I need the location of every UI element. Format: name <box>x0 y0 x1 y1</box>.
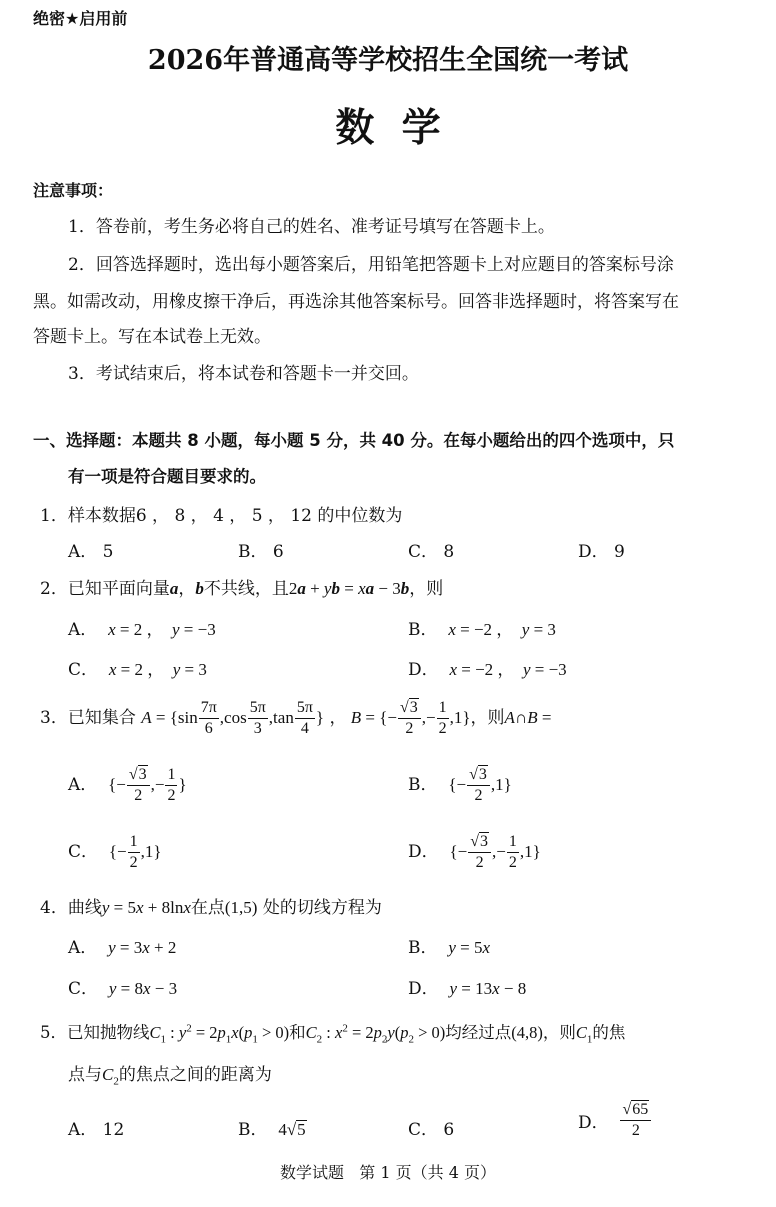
note-item-1: 1．答卷前，考生务必将自己的姓名、准考证号填写在答题卡上。 <box>68 217 555 237</box>
note-item-3: 3．考试结束后，将本试卷和答题卡一并交回。 <box>68 364 419 384</box>
q4-option-a: A． y = 3x + 2 <box>68 938 177 958</box>
q2-text-post: ，则 <box>409 579 444 599</box>
q1-stem <box>40 501 402 526</box>
q5-label-d: D． <box>578 1113 609 1133</box>
q4-label-a: A． <box>68 938 98 958</box>
section1-heading-line2: 有一项是符合题目要求的。 <box>68 467 266 486</box>
q2-stem <box>40 574 443 599</box>
q5-text-mid3: ，则 <box>542 1023 576 1042</box>
q4-stem: 4．曲线y = 5x + 8lnx在点(1,5) 处的切线方程为 <box>40 898 382 918</box>
q5-text-mid1: 和 <box>289 1023 306 1042</box>
q4-text-mid: 在点 <box>190 898 225 918</box>
q3-label-a: A． <box>68 775 98 795</box>
q4-text-post: 处的切线方程为 <box>262 898 382 918</box>
q2-option-c: C． x = 2 ， y = 3 <box>68 660 207 680</box>
q2-text-mid: 不共线，且 <box>203 579 289 599</box>
q3-label-c: C． <box>68 842 99 862</box>
q1-option-a: A． 5 <box>68 542 114 562</box>
q3-label-d: D． <box>408 842 439 862</box>
q1-number: 1． <box>40 506 68 526</box>
q3-option-c: C． {− $\frac{1}{2}$ ,1} <box>68 833 162 871</box>
q4-option-c: C． y = 8x − 3 <box>68 979 178 999</box>
q4-number: 4． <box>40 898 68 918</box>
q5-stem-line2: 点与$C_2$的焦点之间的距离为 <box>68 1065 272 1088</box>
q3-frac-7pi-6: $\frac{7\pi}{6}$ <box>200 699 217 737</box>
q4-text-pre: 曲线 <box>67 898 102 918</box>
q2-option-a: A． x = 2 ， y = −3 <box>68 620 216 640</box>
q2-option-b: B． x = −2 ， y = 3 <box>408 620 556 640</box>
q3-number: 3． <box>40 708 68 728</box>
page-footer: 数学试题 第 1 页（共 4 页） <box>280 1163 496 1182</box>
q3-text-post: ，则 <box>470 708 505 728</box>
q5-option-a: A． 12 <box>68 1120 125 1140</box>
q2-option-d: D． x = −2 ， y = −3 <box>408 660 567 680</box>
q2-math-b: b <box>195 579 204 598</box>
q4-option-b: B． y = 5x <box>408 938 490 958</box>
q3-option-b: B． {− $\frac{√3}{2}$ ,1} <box>408 766 512 804</box>
exam-title: 2026年普通高等学校招生全国统一考试 <box>147 45 629 76</box>
q2-text-pre: 已知平面向量 <box>67 579 170 599</box>
q1-option-d: D． 9 <box>578 542 625 562</box>
q3-label-b: B． <box>408 775 438 795</box>
note-item-2-line2: 黑。如需改动，用橡皮擦干净后，再选涂其他答案标号。回答非选择题时，将答案写在 <box>33 292 679 312</box>
q3-stem: 3．已知集合 A = {sin $\frac{7\pi}{6}$ ,cos $\frac{5\pi}{3}$ ,tan $\frac{5\pi}{4}$ } ， B = {− $\frac{√3}{2}$ ,− $\frac{1}{2}$ ,1}，则A∩B = <box>40 699 552 737</box>
note-item-2-line3: 答题卡上。写在本试卷上无效。 <box>33 327 271 347</box>
q2-number: 2． <box>40 579 68 599</box>
q1-option-b: B． 6 <box>238 542 284 562</box>
q5-number: 5． <box>40 1023 67 1042</box>
q4-label-b: B． <box>408 938 438 958</box>
q5-text-line2-post: 的焦点之间的距离为 <box>118 1065 272 1085</box>
q5-text-post1: 的焦 <box>592 1023 626 1042</box>
q5-option-c: C． 6 <box>408 1120 455 1140</box>
q4-label-c: C． <box>68 979 99 999</box>
q3-frac-5pi-3: $\frac{5\pi}{3}$ <box>249 699 266 737</box>
q5-stem-line1: 5．已知抛物线$C_1$ : $y^2 = 2p_1x(p_1 > 0)$和$C_2$ : $x^2 = 2p_2y(p_2 > 0)$均经过点(4,8)，则$C_1$的焦 <box>40 1022 626 1046</box>
q5-option-d: D． $\frac{√65}{2}$ <box>578 1100 652 1141</box>
q2-math-a: a <box>169 579 179 598</box>
q4-option-d: D． y = 13x − 8 <box>408 979 527 999</box>
q5-text-pre: 已知抛物线 <box>67 1023 150 1042</box>
q3-frac-5pi-4: $\frac{5\pi}{4}$ <box>296 699 313 737</box>
q2-sep: ， <box>178 579 196 599</box>
subject-title: 数 学 <box>335 106 441 151</box>
q5-option-b: B． 4√5 <box>238 1120 306 1140</box>
q3-frac-sqrt3-2: $\frac{√3}{2}$ <box>398 698 421 739</box>
section1-heading-line1: 一、选择题：本题共 8 小题，每小题 5 分，共 40 分。在每小题给出的四个选项中，只 <box>33 431 675 450</box>
q3-frac-1-2: $\frac{1}{2}$ <box>438 699 447 737</box>
q2-label-d: D． <box>408 660 439 680</box>
q2-label-b: B． <box>408 620 438 640</box>
q2-label-c: C． <box>68 660 99 680</box>
q1-option-c: C． 8 <box>408 542 455 562</box>
q5-text-line2-pre: 点与 <box>68 1065 102 1085</box>
q3-option-a: A． {− $\frac{√3}{2}$ ,− $\frac{1}{2}$ } <box>68 766 187 804</box>
notes-heading: 注意事项： <box>33 181 114 200</box>
q3-option-d: D． {− $\frac{√3}{2}$ ,− $\frac{1}{2}$ ,1} <box>408 833 541 871</box>
secret-label: 绝密★启用前 <box>33 9 128 28</box>
q3-text-pre: 已知集合 <box>67 708 136 728</box>
note-item-2-line1: 2．回答选择题时，选出每小题答案后，用铅笔把答题卡上对应题目的答案标号涂 <box>68 255 674 275</box>
q5-text-mid2: 均经过点 <box>445 1023 512 1042</box>
q5-label-b: B． <box>238 1120 268 1140</box>
q2-equation: 2a + yb = xa − 3b <box>288 579 410 598</box>
q2-label-a: A． <box>68 620 98 640</box>
q4-label-d: D． <box>408 979 439 999</box>
q1-text: 样本数据6 ， 8 ， 4 ， 5 ， 12 的中位数为 <box>67 506 403 526</box>
